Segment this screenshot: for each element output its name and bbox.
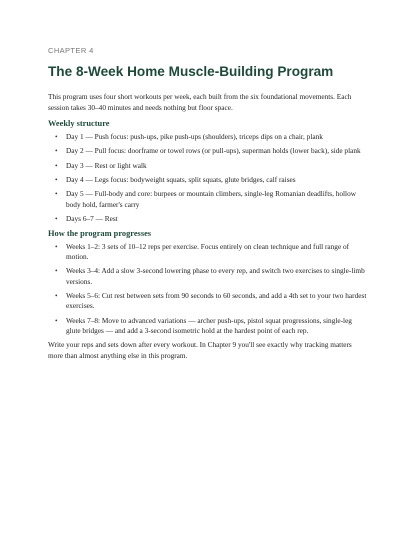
bullet-icon: •: [55, 315, 58, 325]
bullet-icon: •: [55, 214, 58, 224]
list-item: • Weeks 3–4: Add a slow 3-second lowering phase to every rep, and switch two exercises to single-limb versions.: [55, 266, 365, 286]
bullet-icon: •: [55, 241, 58, 251]
chapter-label: CHAPTER 4: [48, 46, 94, 55]
list-item: • Day 1 — Push focus: push-ups, pike push-ups (shoulders), triceps dips on a chair, plank: [55, 132, 323, 142]
progression-list: [48, 242, 368, 337]
bullet-icon: •: [55, 160, 58, 170]
list-item: • Day 5 — Full-body and core: burpees or mountain climbers, single-leg Romanian deadlifts, hollow body hold, farmer's carry: [55, 189, 356, 209]
bullet-icon: •: [55, 175, 58, 185]
list-item: • Day 3 — Rest or light walk: [55, 160, 147, 170]
bullet-icon: •: [55, 146, 58, 156]
list-item: • Day 2 — Pull focus: doorframe or towel rows (or pull-ups), superman holds (lower back), side plank: [55, 146, 361, 156]
bullet-icon: •: [55, 132, 58, 142]
list-item: • Weeks 1–2: 3 sets of 10–12 reps per exercise. Focus entirely on clean technique and full range of motion.: [55, 241, 350, 261]
section-heading-weekly: Weekly structure: [48, 119, 110, 129]
list-item: • Day 4 — Legs focus: bodyweight squats, split squats, glute bridges, calf raises: [55, 175, 296, 185]
bullet-icon: •: [55, 189, 58, 199]
weekly-list: [48, 132, 368, 225]
bullet-icon: •: [55, 266, 58, 276]
list-item: • Days 6–7 — Rest: [55, 214, 118, 224]
list-item: • Weeks 7–8: Move to advanced variations — archer push-ups, pistol squat progressions, single-leg glute bridges — and add a 3-second isometric hold at the hardest point of each rep.: [55, 315, 352, 336]
section-heading-progression: How the program progresses: [48, 228, 152, 238]
intro-paragraph: This program uses four short workouts per week, each built from the six foundational movements. Each session takes 30–40 minutes and needs nothing but floor space.: [48, 92, 352, 112]
bullet-icon: •: [55, 290, 58, 300]
list-item: • Weeks 5–6: Cut rest between sets from 90 seconds to 60 seconds, and add a 4th set to your two hardest exercises.: [55, 290, 367, 311]
page-title: The 8-Week Home Muscle-Building Program: [48, 64, 334, 79]
closing-paragraph: Write your reps and sets down after every workout. In Chapter 9 you'll see exactly why tracking matters more than almost anything else in this program.: [48, 340, 352, 360]
